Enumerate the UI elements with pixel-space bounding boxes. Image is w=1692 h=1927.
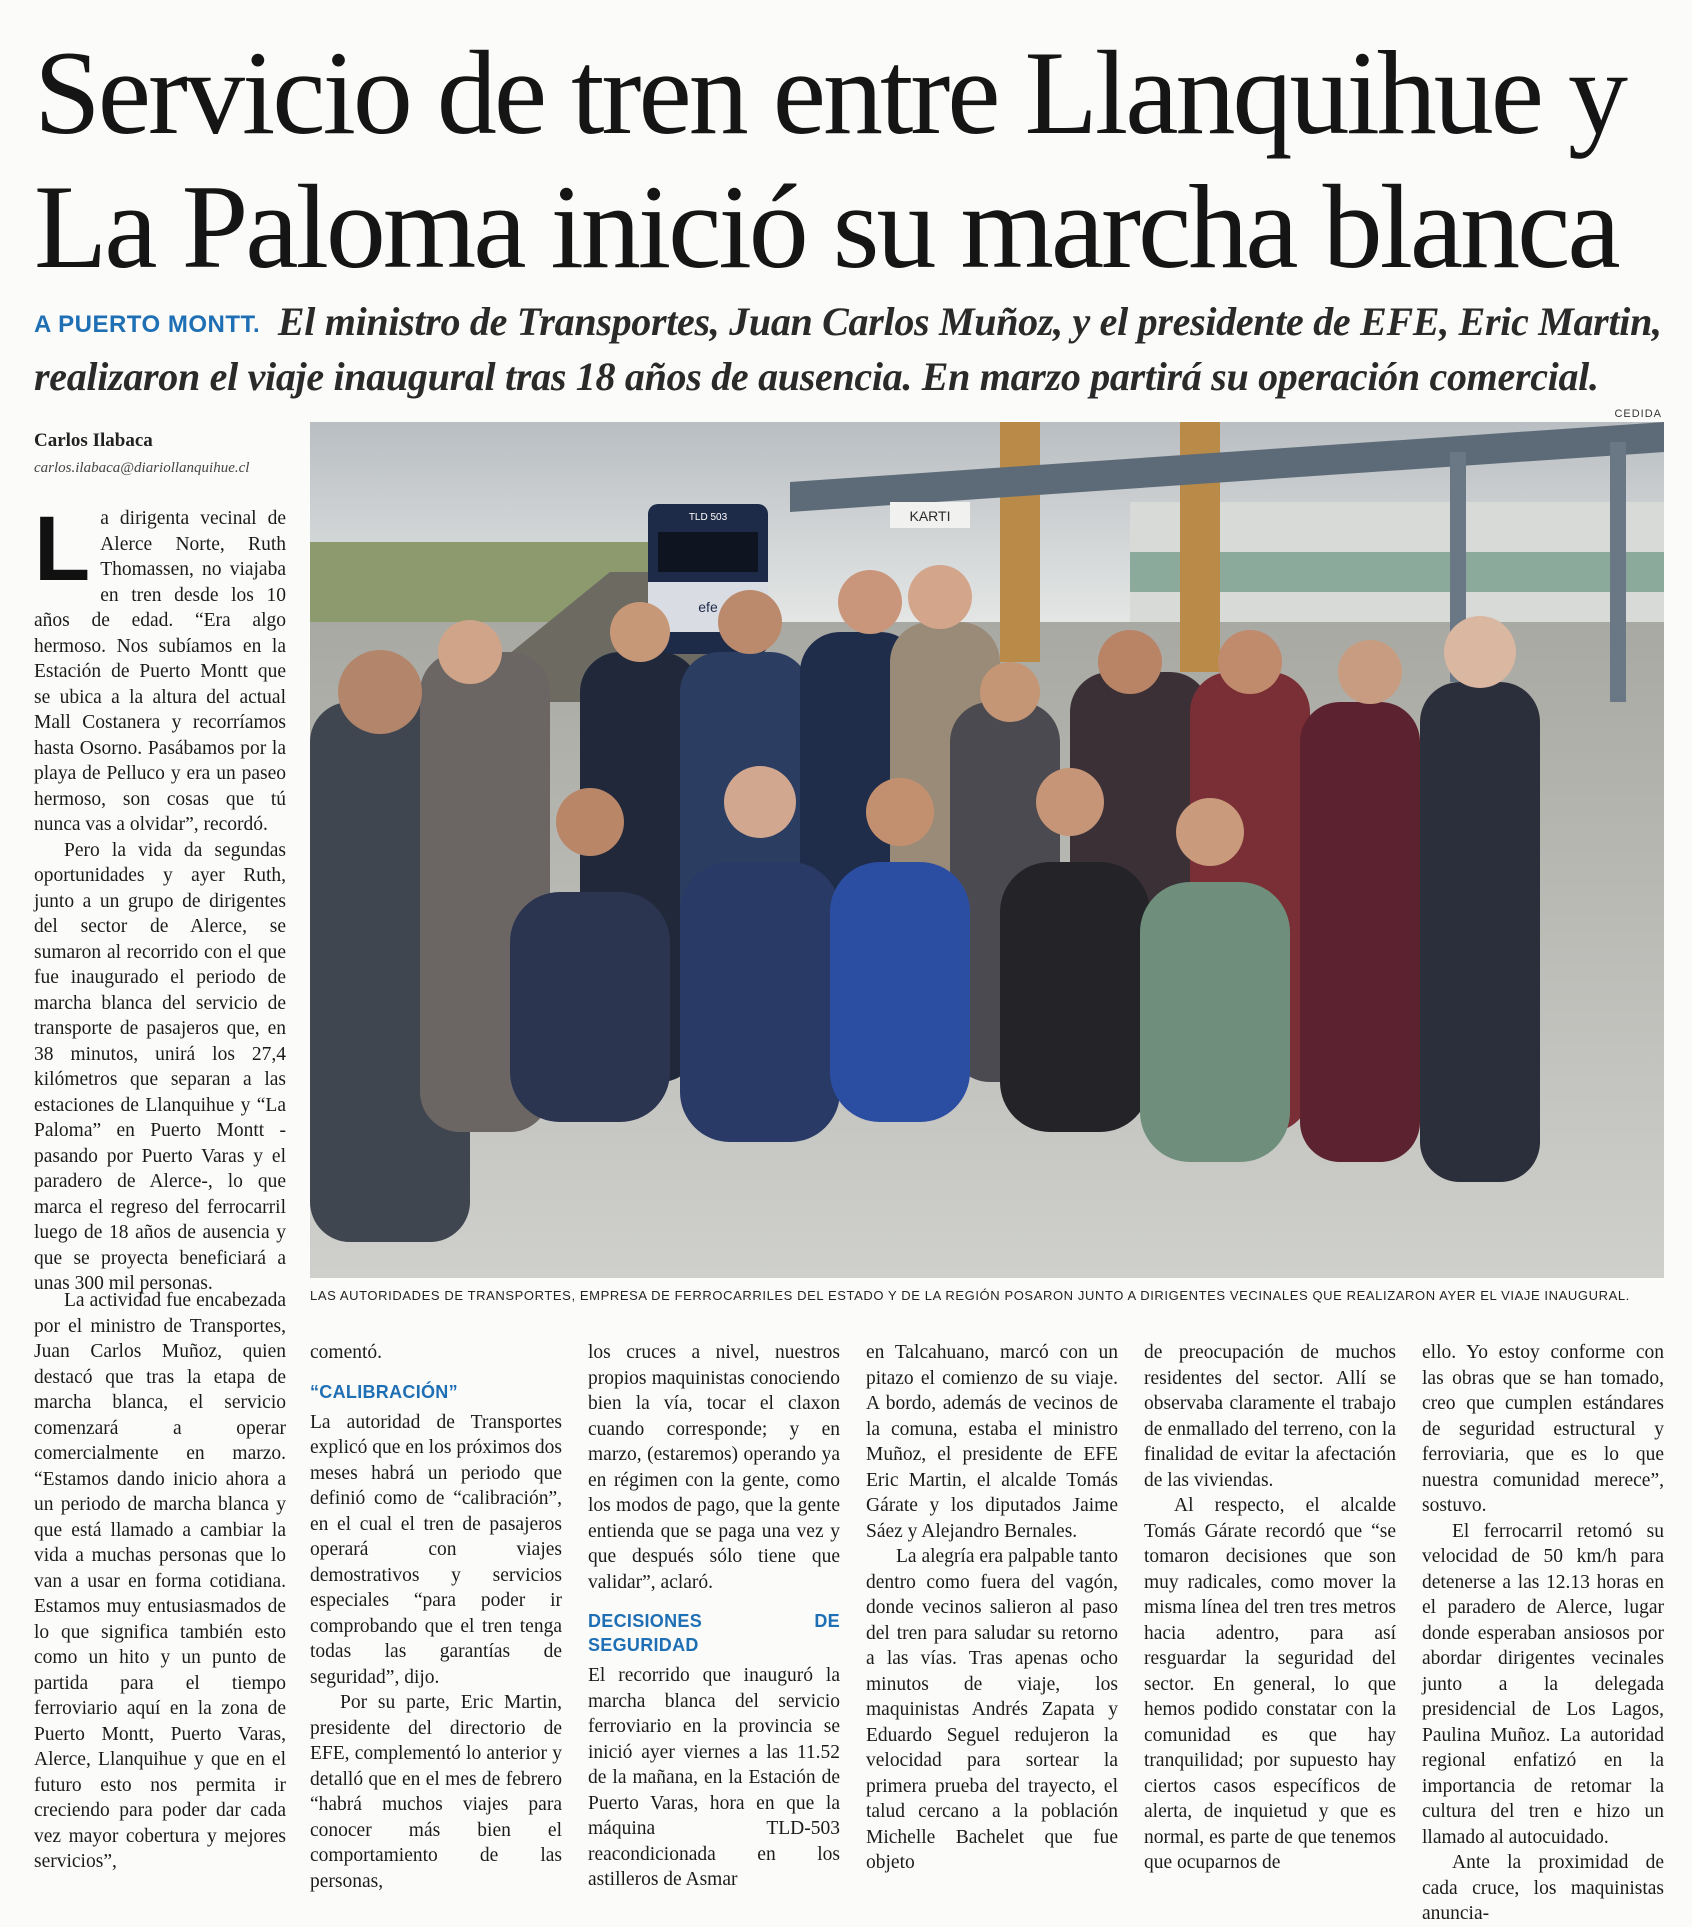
paragraph: Pero la vida da segundas oportunidades y ayer Ruth, junto a un grupo de dirigentes del sector de Alerce, se sumaron al recorrido con el que fue inaugurado el periodo de marcha blanca del servicio de transporte de pasajeros que, en 38 minutos, unirá los 27,4 kilómetros que separan a las estaciones de Llanquihue y “La Paloma” en Puerto Montt -pasando por Puerto Varas y el paradero de Alerce-, lo que marca el regreso del ferrocarril luego de 18 años de ausencia y que se proyecta beneficiará a unas 300 mil personas. bbox=[34, 839, 286, 1294]
author-name: Carlos Ilabaca bbox=[34, 430, 153, 451]
subhead-decisiones: DECISIONES DE SEGURIDAD bbox=[588, 1611, 840, 1655]
deck-location: A PUERTO MONTT. bbox=[34, 311, 261, 338]
paragraph-text: a dirigenta vecinal de Alerce Norte, Ruth Thomassen, no viajaba en tren desde los 10 años de edad. “Era algo hermoso. Nos subíamos en la Estación de Puerto Montt que se ubica a la altura del actual Mall Costanera y recorríamos hasta Osorno. Pasábamos por la playa de Pelluco y era un paseo hermoso, son cosas que tú nunca vas a olvidar”, recordó. bbox=[34, 508, 286, 835]
paragraph: El recorrido que inauguró la marcha blanca del servicio ferroviario en la provincia se inició ayer viernes a las 11.52 de la mañana, en la Estación de Puerto Varas, hora en que la máquina TLD-503 reacondicionada en los astilleros de Asmar bbox=[588, 1665, 840, 1890]
paragraph: La autoridad de Transportes explicó que en los próximos dos meses habrá un periodo que definió como de “calibración”, en el cual el tren de pasajeros operará con viajes demostrativos y servicios especiales “para poder ir comprobando que el tren tenga todas las garantías de seguridad”, dijo. bbox=[310, 1411, 562, 1688]
headline bbox=[34, 26, 1664, 294]
subhead-calibracion: “CALIBRACIÓN” bbox=[310, 1381, 458, 1402]
paragraph: Por su parte, Eric Martin, presidente del directorio de EFE, complementó lo anterior y detalló que en el mes de febrero “habrá muchos viajes para conocer más bien el comportamiento de las personas, bbox=[310, 1692, 562, 1892]
train-number: TLD 503 bbox=[688, 512, 728, 523]
paragraph: Ante la proximidad de cada cruce, los maquinistas anuncia- bbox=[1422, 1852, 1664, 1924]
paragraph: La alegría era palpable tanto dentro como fuera del vagón, donde vecinos salieron al paso del tren para saludar su retorno a las vías. Tras apenas ocho minutos de viaje, los maquinistas Andrés Zapata y Eduardo Seguel redujeron la velocidad para sortear la primera prueba del trayecto, el talud cercano a la población Michelle Bachelet que fue objeto bbox=[866, 1546, 1118, 1873]
train-logo: efe bbox=[698, 599, 718, 615]
headline-line-2: La Paloma inició su marcha blanca bbox=[34, 160, 1618, 293]
paragraph: los cruces a nivel, nuestros propios maquinistas conociendo bien la vía, tocar el claxon cuando corresponde; y en marzo, (estaremos) operando ya en régimen con la gente, como los modos de pago, que la gente entienda que se paga una vez y que después sólo tiene que validar”, aclaró. bbox=[588, 1342, 840, 1593]
drop-cap: L bbox=[34, 498, 91, 600]
byline bbox=[34, 430, 284, 477]
station-sign-text: KARTI bbox=[909, 508, 951, 524]
paragraph: El ferrocarril retomó su velocidad de 50 km/h para detenerse a las 12.13 horas en el paradero de Alerce, lugar donde esperaban ansiosos por abordar dirigentes vecinales junto a la delegada presidencial de Los Lagos, Paulina Muñoz. La autoridad regional enfatizó en la importancia de retomar la cultura del tren e hizo un llamado al autocuidado. bbox=[1422, 1520, 1664, 1848]
article-column-3 bbox=[588, 1340, 840, 1893]
paragraph: Al respecto, el alcalde Tomás Gárate recordó que “se tomaron decisiones que son muy radicales, como mover la misma línea del tren tres metros hacia adentro, para así resguardar la seguridad del sector. En general, lo que hemos podido constatar con la comunidad es que hay tranquilidad; por supuesto hay ciertos casos específicos de alerta, de inquietud y que es normal, es parte de que tenemos que ocuparnos de bbox=[1144, 1495, 1396, 1873]
article-column-5 bbox=[1144, 1340, 1396, 1876]
paragraph: en Talcahuano, marcó con un pitazo el comienzo de su viaje. A bordo, además de vecinos de la comuna, estaba el ministro Muñoz, el presidente de EFE Eric Martin, el alcalde Tomás Gárate y los diputados Jaime Sáez y Alejandro Bernales. bbox=[866, 1342, 1118, 1542]
photo-credit: CEDIDA bbox=[1614, 408, 1662, 420]
headline-line-1: Servicio de tren entre Llanquihue y bbox=[34, 26, 1626, 159]
news-photo bbox=[310, 422, 1664, 1278]
paragraph: de preocupación de muchos residentes del sector. Allí se observaba claramente el trabajo de enmallado del terreno, con la finalidad de evitar la afectación de las viviendas. bbox=[1144, 1342, 1396, 1491]
article-column-6 bbox=[1422, 1340, 1664, 1927]
station-column bbox=[1000, 422, 1040, 662]
canopy-post bbox=[1610, 442, 1626, 702]
author-email[interactable]: carlos.ilabaca@diariollanquihue.cl bbox=[34, 460, 250, 476]
deck-text: El ministro de Transportes, Juan Carlos Muñoz, y el presidente de EFE, Eric Martin, realizaron el viaje inaugural tras 18 años de ausencia. En marzo partirá su operación comercial. bbox=[34, 299, 1662, 399]
lead-paragraph bbox=[34, 498, 286, 838]
paragraph: La actividad fue encabezada por el ministro de Transportes, Juan Carlos Muñoz, quien destacó que tras la etapa de marcha blanca, el servicio comenzará a operar comercialmente en marzo. “Estamos dando inicio ahora a un periodo de marcha blanca y que está llamado a cambiar la vida a muchas personas que lo van a usar en forma cotidiana. Estamos muy entusiasmados de lo que significa también esto como un hito y un punto de partida para el tiempo ferroviario aquí en la zona de Puerto Montt, Puerto Varas, Alerce, Llanquihue y que en el futuro esto nos permita ir creciendo para poder dar cada vez mayor cobertura y mejores servicios”, bbox=[34, 1290, 286, 1872]
article-column-2 bbox=[310, 1340, 562, 1894]
photo-illustration bbox=[310, 422, 1664, 1278]
station-sign bbox=[890, 502, 970, 528]
paragraph: comentó. bbox=[310, 1342, 383, 1363]
article-column-1 bbox=[34, 498, 286, 1297]
article-column-4 bbox=[866, 1340, 1118, 1876]
article-column-1-continued bbox=[34, 1288, 286, 1875]
paragraph: ello. Yo estoy conforme con las obras que se han tomado, creo que cumplen estándares de seguridad estructural y ferroviaria, que es lo que nuestra comunidad merece”, sostuvo. bbox=[1422, 1342, 1664, 1516]
deck bbox=[34, 296, 1674, 403]
photo-caption: LAS AUTORIDADES DE TRANSPORTES, EMPRESA DE FERROCARRILES DEL ESTADO Y DE LA REGIÓN POSARON JUNTO A DIRIGENTES VECINALES QUE REALIZARON AYER EL VIAJE INAUGURAL. bbox=[310, 1288, 1630, 1303]
